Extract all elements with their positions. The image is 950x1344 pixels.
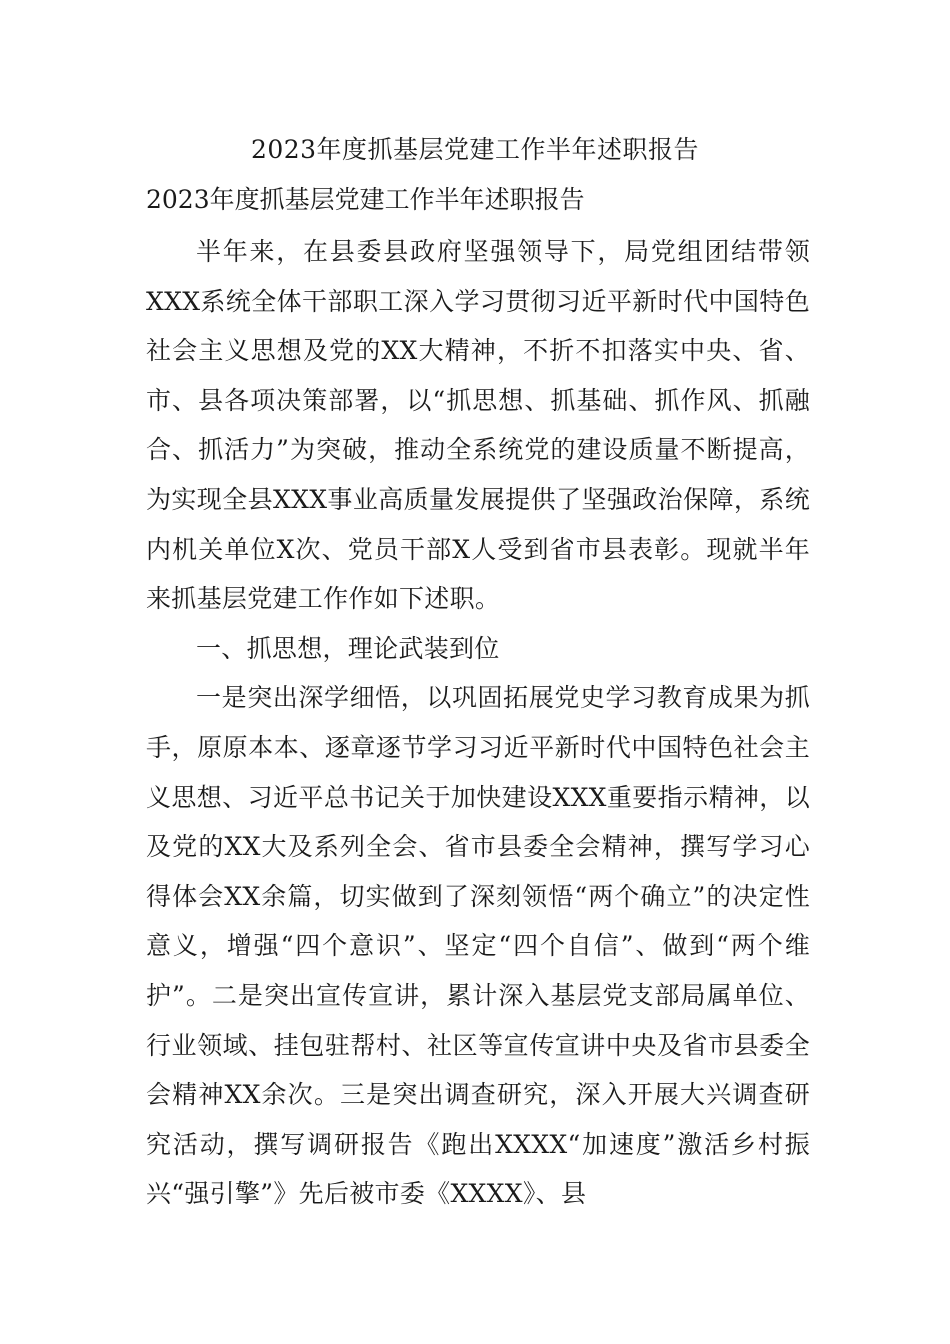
document-body (146, 227, 810, 1219)
document-subtitle: 2023年度抓基层党建工作半年述职报告 (146, 185, 585, 214)
paragraph-intro: 半年来，在县委县政府坚强领导下，局党组团结带领XXX系统全体干部职工深入学习贯彻习近平新时代中国特色社会主义思想及党的XX大精神，不折不扣落实中央、省、市、县各项决策部署，以“抓思想、抓基础、抓作风、抓融合、抓活力”为突破，推动全系统党的建设质量不断提高，为实现全县XXX事业高质量发展提供了坚强政治保障，系统内机关单位X次、党员干部X人受到省市县表彰。现就半年来抓基层党建工作作如下述职。 (146, 237, 810, 614)
paragraph-section-1: 一是突出深学细悟，以巩固拓展党史学习教育成果为抓手，原原本本、逐章逐节学习习近平新时代中国特色社会主义思想、习近平总书记关于加快建设XXX重要指示精神，以及党的XX大及系列全会、省市县委全会精神，撰写学习心得体会XX余篇，切实做到了深刻领悟“两个确立”的决定性意义，增强“四个意识”、坚定“四个自信”、做到“两个维护”。二是突出宣传宣讲，累计深入基层党支部局属单位、行业领域、挂包驻帮村、社区等宣传宣讲中央及省市县委全会精神XX余次。三是突出调查研究，深入开展大兴调查研究活动，撰写调研报告《跑出XXXX“加速度”激活乡村振兴“强引擎”》先后被市委《XXXX》、县 (146, 683, 810, 1209)
section-heading-1: 一、抓思想，理论武装到位 (196, 633, 500, 663)
document-title: 2023年度抓基层党建工作半年述职报告 (250, 135, 700, 164)
